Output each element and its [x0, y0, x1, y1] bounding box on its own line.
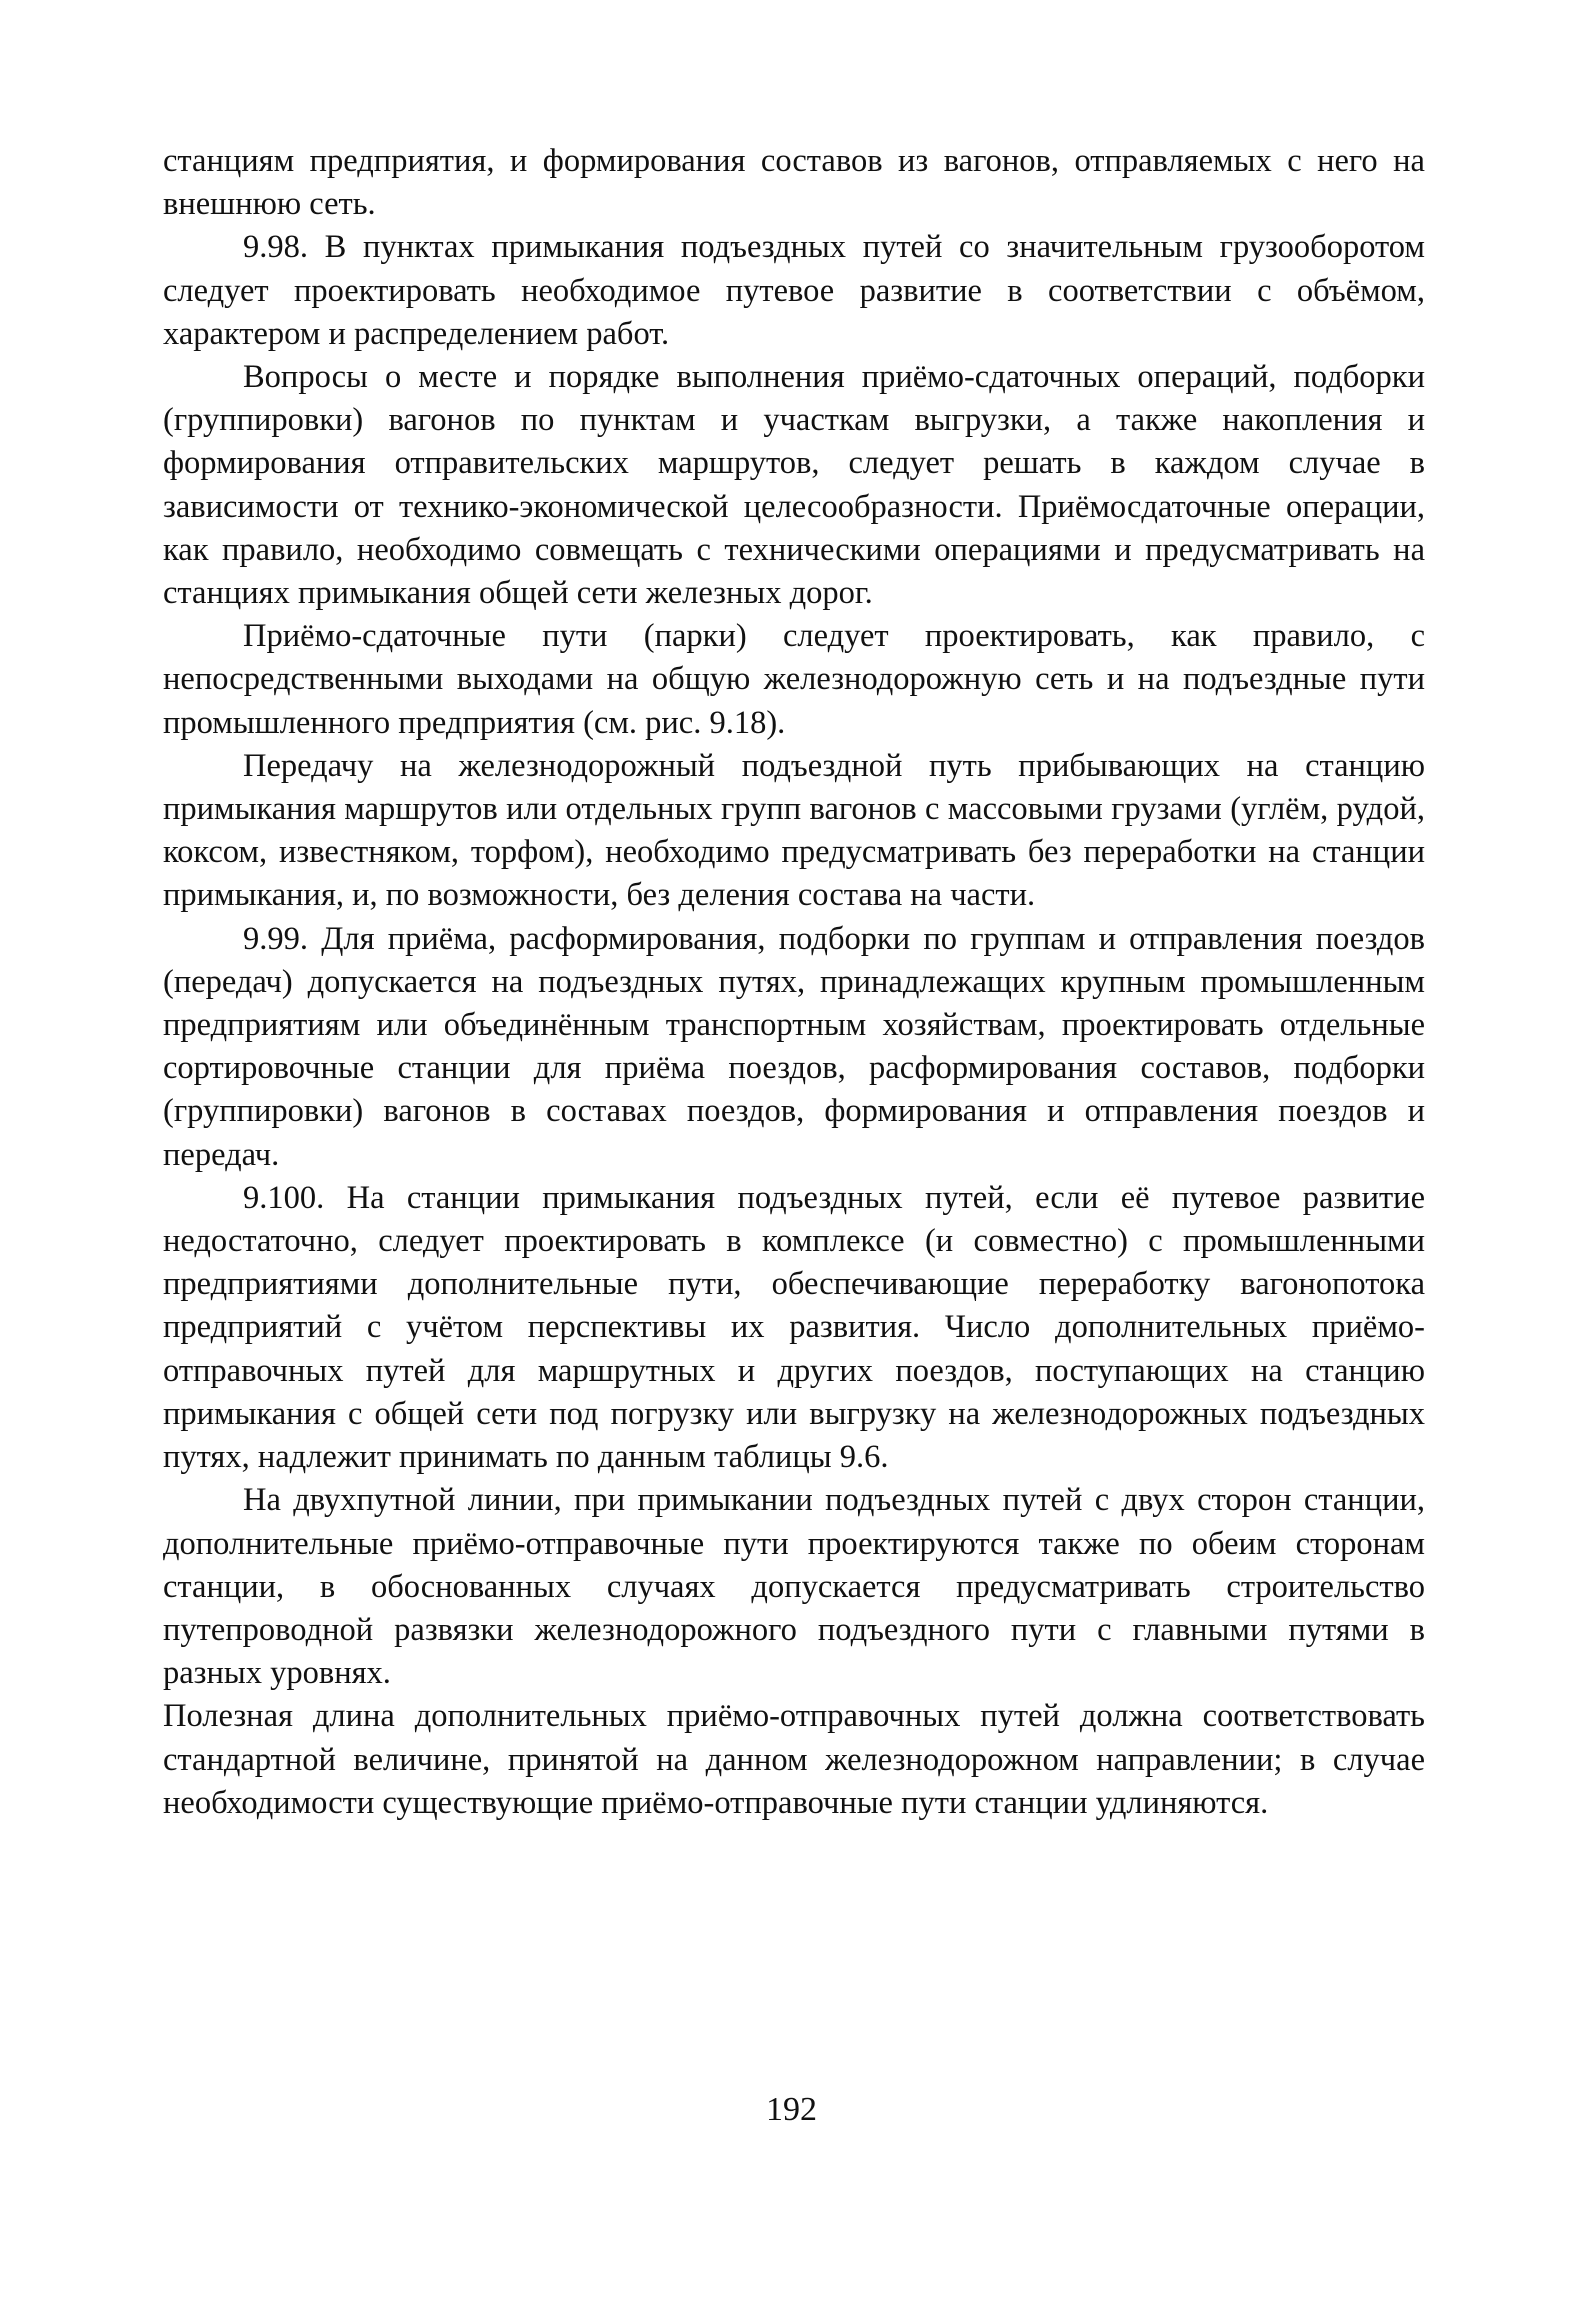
paragraph-acceptance-tracks: Приёмо-сдаточные пути (парки) следует проектировать, как правило, с непосредственными выходами на общую железнодорожную сеть и на подъездные пути промышленного предприятия (см. рис. 9.18).	[163, 618, 1425, 741]
paragraph-clause-9-99: 9.99. Для приёма, расформирования, подборки по группам и отправления поездов (передач) допускается на подъездных путях, принадлежащих крупным промышленным предприятиям или объединённым транспортным хозяйствам, проектировать отдельные сортировочные станции для приёма поездов, расформирования составов, подборки (группировки) вагонов в составах поездов, формирования и отправления поездов и передач.	[163, 920, 1425, 1173]
paragraph-clause-9-98: 9.98. В пунктах примыкания подъездных путей со значительным грузооборотом следует проектировать необходимое путевое развитие в соответствии с объёмом, характером и распределением работ.	[163, 229, 1425, 352]
paragraph-bulk-cargo-transfer: Передачу на железнодорожный подъездной путь прибывающих на станцию примыкания маршрутов или отдельных групп вагонов с массовыми грузами (углём, рудой, коксом, известняком, торфом), необходимо предусматривать без переработки на станции примыкания, и, по возможности, без деления состава на части.	[163, 747, 1425, 914]
paragraph-acceptance-operations: Вопросы о месте и порядке выполнения приёмо-сдаточных операций, подборки (группировки) вагонов по пунктам и участкам выгрузки, а также накопления и формирования отправительских маршрутов, следует решать в каждом случае в зависимости от технико-экономической целесообразности. Приёмосдаточные операции, как правило, необходимо совмещать с техническими операциями и предусматривать на станциях примыкания общей сети железных дорог.	[163, 359, 1425, 612]
page-number: 192	[766, 2091, 817, 2128]
paragraph-double-track-line: На двухпутной линии, при примыкании подъездных путей с двух сторон станции, дополнительные приёмо-отправочные пути проектируются также по обеим сторонам станции, в обоснованных случаях допускается предусматривать строительство путепроводной развязки железнодорожного подъездного пути с главными путями в разных уровнях.	[163, 1482, 1425, 1692]
paragraph-clause-9-100: 9.100. На станции примыкания подъездных путей, если её путевое развитие недостаточно, следует проектировать в комплексе (и совместно) с промышленными предприятиями дополнительные пути, обеспечивающие переработку вагонопотока предприятий с учётом перспективы их развития. Число дополнительных приёмо-отправочных путей для маршрутных и других поездов, поступающих на станцию примыкания с общей сети под погрузку или выгрузку на железнодорожных подъездных путях, надлежит принимать по данным таблицы 9.6.	[163, 1179, 1425, 1476]
page-body	[163, 140, 1425, 1825]
paragraph-useful-length: Полезная длина дополнительных приёмо-отправочных путей должна соответствовать стандартной величине, принятой на данном железнодорожном направлении; в случае необходимости существующие приёмо-отправочные пути станции удлиняются.	[163, 1698, 1425, 1821]
paragraph-continuation: станциям предприятия, и формирования составов из вагонов, отправляемых с него на внешнюю сеть.	[163, 143, 1425, 223]
